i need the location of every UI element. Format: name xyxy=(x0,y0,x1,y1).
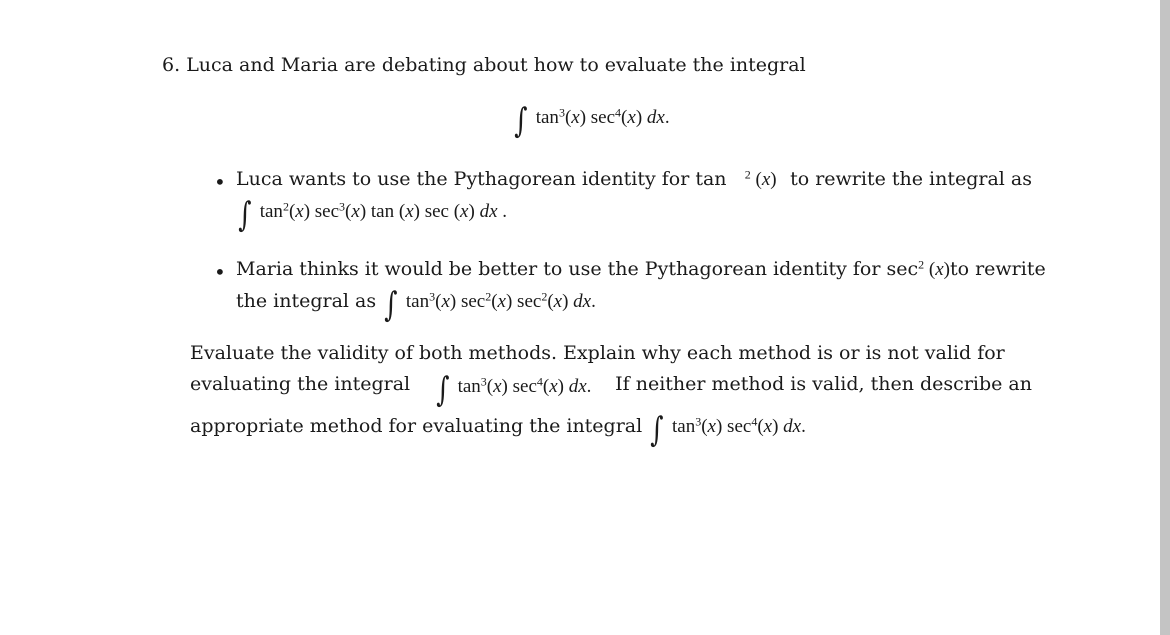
evaluate-line-2: evaluating the integral ∫ $\tan^3(x)$ $\sec^4(x)$ dx. If neither method is valid, then describe an xyxy=(190,370,1032,410)
integral-sign-icon: ∫ xyxy=(238,195,252,235)
bullet-1-line-1: Luca wants to use the Pythagorean identity for tan $^2$ (x) to rewrite the integral as xyxy=(236,167,1032,190)
bullet-2-line-2: the integral as ∫ $\tan^3(x)$ $\sec^2(x)$ $\sec^2(x)$ dx. xyxy=(236,285,596,325)
display-integral: ∫ $\tan^3(x)$ $\sec^4(x)$ dx. xyxy=(514,101,670,141)
evaluate-line-3: appropriate method for evaluating the integral ∫ $\tan^3(x)$ $\sec^4(x)$ dx. xyxy=(190,410,806,450)
evaluate-line-1: Evaluate the validity of both methods. Explain why each method is or is not valid for xyxy=(190,342,1005,364)
scrollbar[interactable] xyxy=(1160,0,1170,635)
integral-sign-icon: ∫ xyxy=(384,285,398,325)
bullet-icon: • xyxy=(214,170,226,194)
integral-sign-icon: ∫ xyxy=(514,101,528,141)
bullet-2-line-1: Maria thinks it would be better to use the Pythagorean identity for sec $^2$ (x) to rewrite xyxy=(236,257,1046,280)
problem-number: 6. xyxy=(162,54,181,76)
problem-statement xyxy=(162,54,806,78)
bullet-icon: • xyxy=(214,260,226,284)
problem-intro: Luca and Maria are debating about how to evaluate the integral xyxy=(186,54,806,76)
bullet-1-formula: ∫ $\tan^2(x)$ $\sec^3(x)$ tan (x) sec (x) dx . xyxy=(238,195,507,235)
integral-sign-icon: ∫ xyxy=(650,410,664,450)
integral-sign-icon: ∫ xyxy=(436,370,450,410)
